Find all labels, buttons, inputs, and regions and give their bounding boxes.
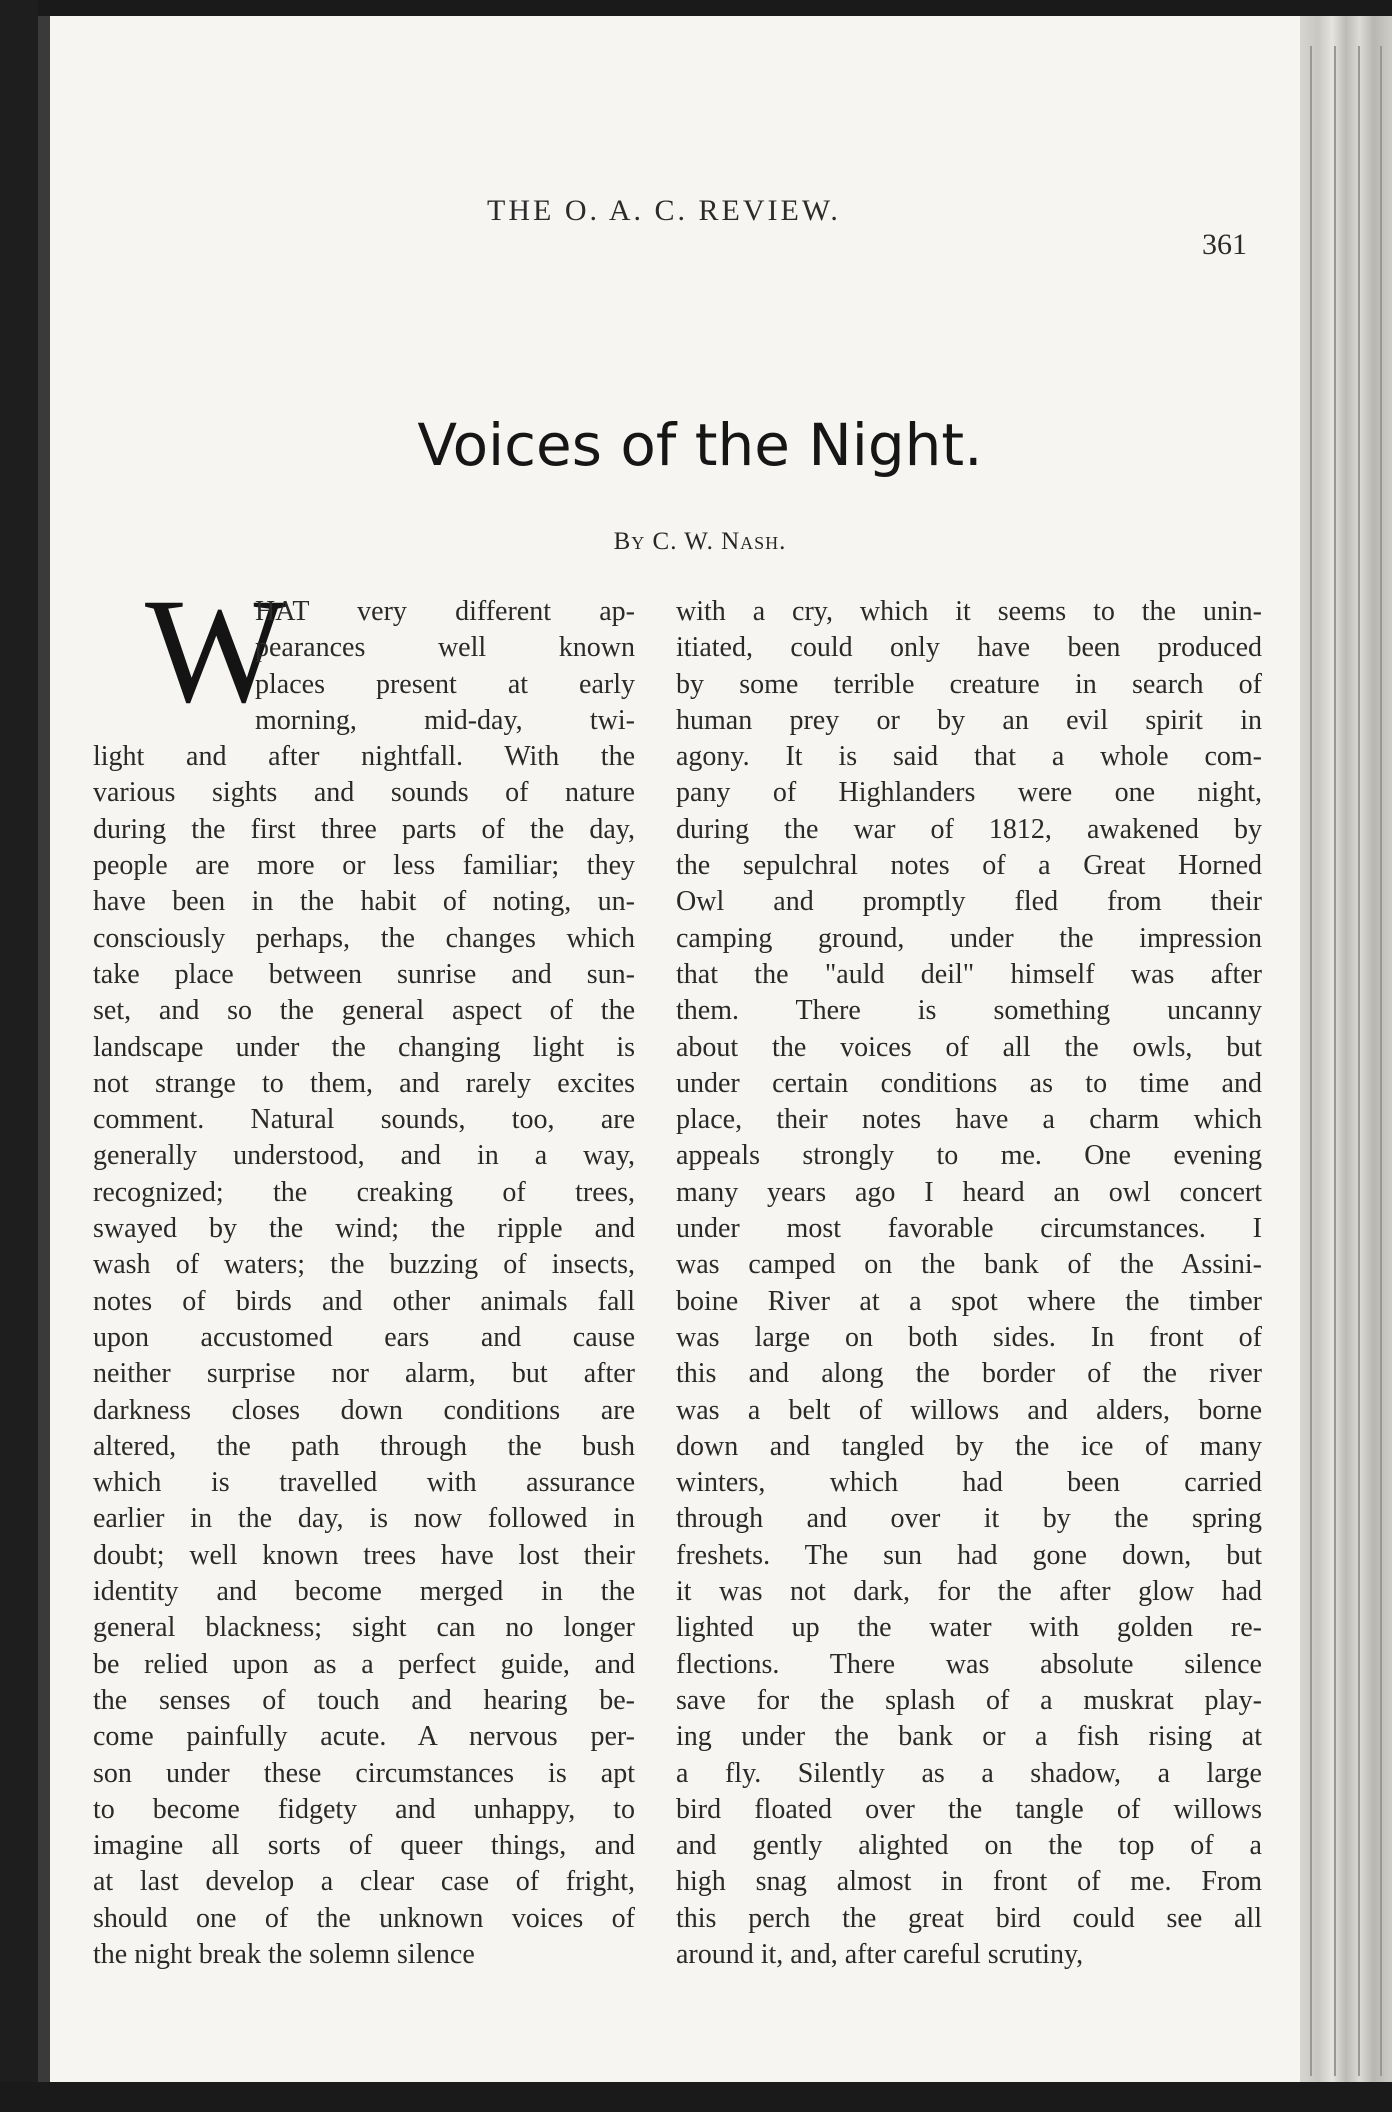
drop-cap: W: [145, 568, 287, 734]
text-line: was large on both sides. In front of: [676, 1321, 1262, 1353]
book-page: [50, 16, 1350, 2082]
text-line: the night break the solemn silence: [93, 1938, 475, 1970]
text-line: ing under the bank or a fish rising at: [676, 1721, 1262, 1753]
text-line: winters, which had been carried: [676, 1467, 1262, 1499]
text-line: freshets. The sun had gone down, but: [676, 1539, 1262, 1571]
text-line: pearances well known: [255, 632, 635, 664]
text-line: it was not dark, for the after glow had: [676, 1576, 1262, 1608]
text-line: general blackness; sight can no longer: [93, 1612, 635, 1644]
text-line: this perch the great bird could see all: [676, 1902, 1262, 1934]
text-line: be relied upon as a perfect guide, and: [93, 1648, 635, 1680]
text-line: that the "auld deil" himself was after: [676, 958, 1262, 990]
text-line: the sepulchral notes of a Great Horned: [676, 850, 1262, 882]
text-line: bird floated over the tangle of willows: [676, 1793, 1262, 1825]
text-line: darkness closes down conditions are: [93, 1394, 635, 1426]
text-line: not strange to them, and rarely excites: [93, 1067, 635, 1099]
text-line: during the war of 1812, awakened by: [676, 813, 1262, 845]
text-line: set, and so the general aspect of the: [93, 995, 635, 1027]
article-title: Voices of the Night.: [417, 411, 983, 479]
text-line: notes of birds and other animals fall: [93, 1285, 635, 1317]
left-column: [93, 594, 635, 1973]
text-line: light and after nightfall. With the: [93, 741, 635, 773]
scan-border-bottom: [0, 2082, 1392, 2112]
text-line: son under these circumstances is apt: [93, 1757, 635, 1789]
text-line: and gently alighted on the top of a: [676, 1830, 1262, 1862]
text-line: at last develop a clear case of fright,: [93, 1866, 635, 1898]
text-line: consciously perhaps, the changes which: [93, 922, 635, 954]
text-line: HAT very different ap-: [255, 596, 635, 627]
text-line: landscape under the changing light is: [93, 1031, 635, 1063]
page-stack-edge: [1300, 16, 1392, 2082]
text-line: high snag almost in front of me. From: [676, 1866, 1262, 1898]
text-line: altered, the path through the bush: [93, 1430, 635, 1462]
text-line: various sights and sounds of nature: [93, 777, 635, 809]
text-line: neither surprise nor alarm, but after: [93, 1358, 635, 1390]
text-line: earlier in the day, is now followed in: [93, 1503, 635, 1535]
text-line: identity and become merged in the: [93, 1576, 635, 1608]
binding-shadow: [38, 16, 50, 2096]
right-column: [676, 594, 1262, 1973]
byline-prefix: By: [613, 528, 646, 555]
text-line: many years ago I heard an owl concert: [676, 1176, 1262, 1208]
text-line: Owl and promptly fled from their: [676, 886, 1262, 918]
text-line: through and over it by the spring: [676, 1503, 1262, 1535]
text-line: morning, mid-day, twi-: [255, 704, 635, 736]
text-line: recognized; the creaking of trees,: [93, 1176, 635, 1208]
text-line: human prey or by an evil spirit in: [676, 704, 1262, 736]
byline-author: C. W. Nash.: [652, 528, 787, 555]
text-line: have been in the habit of noting, un-: [93, 886, 635, 918]
text-line: during the first three parts of the day,: [93, 813, 635, 845]
text-line: to become fidgety and unhappy, to: [93, 1793, 635, 1825]
text-line: which is travelled with assurance: [93, 1467, 635, 1499]
text-line: down and tangled by the ice of many: [676, 1430, 1262, 1462]
text-line: was a belt of willows and alders, borne: [676, 1394, 1262, 1426]
text-line: flections. There was absolute silence: [676, 1648, 1262, 1680]
text-line: take place between sunrise and sun-: [93, 958, 635, 990]
text-line: around it, and, after careful scrutiny,: [676, 1938, 1084, 1970]
text-line: appeals strongly to me. One evening: [676, 1140, 1262, 1172]
text-line: a fly. Silently as a shadow, a large: [676, 1757, 1262, 1789]
text-line: under most favorable circumstances. I: [676, 1213, 1262, 1245]
text-line: the senses of touch and hearing be-: [93, 1684, 635, 1716]
scan-border-top: [0, 0, 1392, 16]
text-line: was camped on the bank of the Assini-: [676, 1249, 1262, 1281]
text-line: boine River at a spot where the timber: [676, 1285, 1262, 1317]
text-line: generally understood, and in a way,: [93, 1140, 635, 1172]
text-line: camping ground, under the impression: [676, 922, 1262, 954]
text-line: places present at early: [255, 668, 635, 700]
text-line: place, their notes have a charm which: [676, 1104, 1262, 1136]
running-head: THE O. A. C. REVIEW.: [487, 194, 841, 227]
text-line: come painfully acute. A nervous per-: [93, 1721, 635, 1753]
byline: [50, 528, 1350, 556]
text-line: should one of the unknown voices of: [93, 1902, 635, 1934]
text-line: upon accustomed ears and cause: [93, 1321, 635, 1353]
text-line: pany of Highlanders were one night,: [676, 777, 1262, 809]
text-line: with a cry, which it seems to the unin-: [676, 596, 1262, 627]
text-line: itiated, could only have been produced: [676, 632, 1262, 664]
text-line: comment. Natural sounds, too, are: [93, 1104, 635, 1136]
text-line: by some terrible creature in search of: [676, 668, 1262, 700]
text-line: doubt; well known trees have lost their: [93, 1539, 635, 1571]
scan-border-left: [0, 0, 38, 2112]
text-line: them. There is something uncanny: [676, 995, 1262, 1027]
text-line: about the voices of all the owls, but: [676, 1031, 1262, 1063]
text-line: imagine all sorts of queer things, and: [93, 1830, 635, 1862]
text-line: lighted up the water with golden re-: [676, 1612, 1262, 1644]
page-number: 361: [1202, 228, 1247, 261]
text-line: swayed by the wind; the ripple and: [93, 1213, 635, 1245]
text-line: under certain conditions as to time and: [676, 1067, 1262, 1099]
text-line: people are more or less familiar; they: [93, 850, 635, 882]
text-line: save for the splash of a muskrat play-: [676, 1684, 1262, 1716]
text-line: wash of waters; the buzzing of insects,: [93, 1249, 635, 1281]
text-line: this and along the border of the river: [676, 1358, 1262, 1390]
text-line: agony. It is said that a whole com-: [676, 741, 1262, 773]
